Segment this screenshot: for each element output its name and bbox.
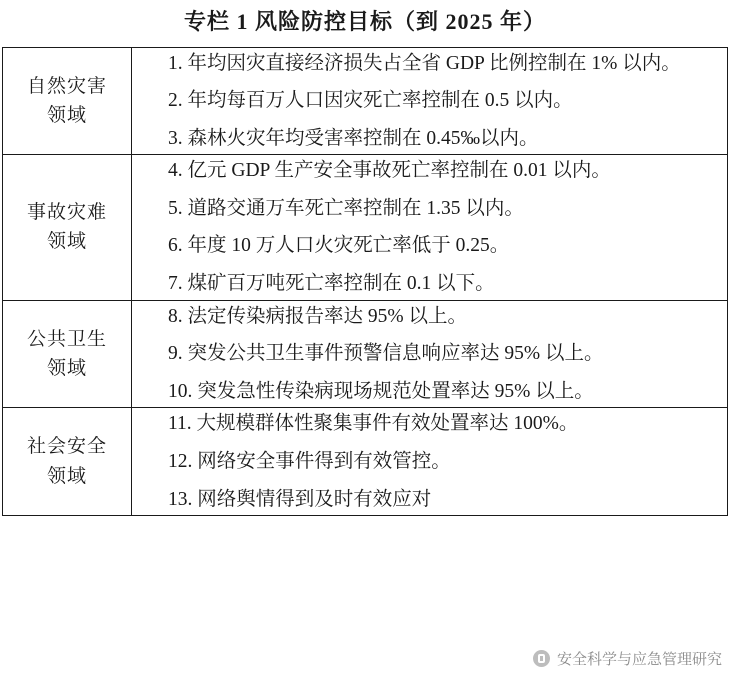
category-cell-public-health [3,300,132,408]
watermark-logo-icon [533,650,550,667]
category-label-line1: 公共卫生 [26,328,107,350]
category-cell-natural-disaster [3,47,132,155]
category-label-line1: 自然灾害 [26,75,107,97]
list-item: 6. 年度 10 万人口火灾死亡率低于 0.25。 [168,235,510,257]
category-cell-accident-disaster [3,155,132,300]
list-item: 13. 网络舆情得到及时有效应对 [168,488,432,510]
category-label-line2: 领域 [46,358,87,379]
list-item: 8. 法定传染病报告率达 95% 以上。 [168,305,467,327]
category-cell-social-security [3,408,132,516]
list-item: 5. 道路交通万车死亡率控制在 1.35 以内。 [168,197,524,219]
list-item: 7. 煤矿百万吨死亡率控制在 0.1 以下。 [168,273,495,295]
category-label-line1: 事故灾难 [26,202,107,224]
category-label-line2: 领域 [46,465,87,487]
list-item: 4. 亿元 GDP 生产安全事故死亡率控制在 0.01 以内。 [168,160,611,182]
items-cell-social-security [132,408,728,516]
risk-control-goals-table [2,47,728,517]
list-item: 11. 大规模群体性聚集事件有效处置率达 100%。 [168,413,579,435]
list-item: 12. 网络安全事件得到有效管控。 [168,450,451,472]
watermark-text: 安全科学与应急管理研究 [556,651,722,668]
items-cell-natural-disaster [132,47,728,155]
table-row [3,408,728,516]
list-item: 10. 突发急性传染病现场规范处置率达 95% 以上。 [168,380,594,402]
items-cell-public-health [132,300,728,408]
table-row [3,300,728,408]
category-label-line1: 社会安全 [26,436,107,458]
list-item: 1. 年均因灾直接经济损失占全省 GDP 比例控制在 1% 以内。 [168,52,681,74]
page-title: 专栏 1 风险防控目标（到 2025 年） [183,9,546,34]
category-label-line2: 领域 [46,231,87,253]
list-item: 3. 森林火灾年均受害率控制在 0.45‰以内。 [168,127,539,149]
list-item: 2. 年均每百万人口因灾死亡率控制在 0.5 以内。 [168,90,573,112]
category-label-line2: 领域 [46,104,87,126]
list-item: 9. 突发公共卫生事件预警信息响应率达 95% 以上。 [168,343,604,365]
table-row [3,47,728,155]
table-row [3,155,728,300]
watermark [533,648,722,669]
items-cell-accident-disaster [132,155,728,300]
